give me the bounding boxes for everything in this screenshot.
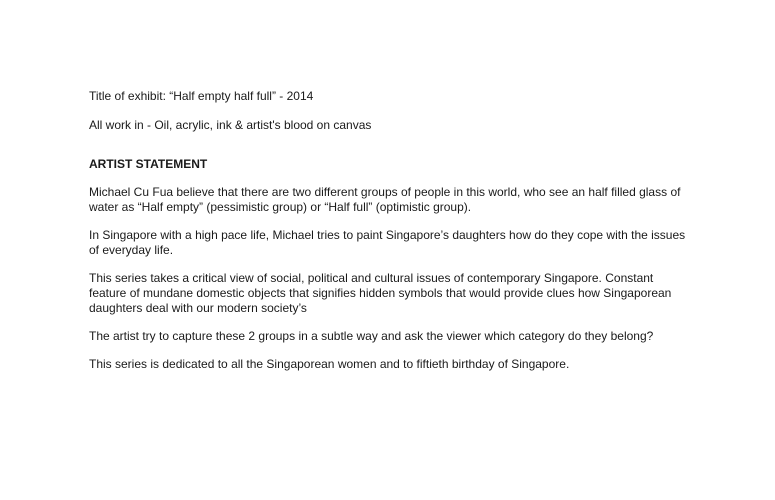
paragraph-line: daughters deal with our modern society’s	[89, 301, 307, 315]
statement-paragraph-3	[89, 271, 699, 316]
artist-statement-heading: ARTIST STATEMENT	[89, 157, 208, 171]
paragraph-line: In Singapore with a high pace life, Michael tries to paint Singapore’s daughters how do they cope with the issues	[89, 228, 686, 242]
paragraph-line: of everyday life.	[89, 243, 174, 257]
document-body	[89, 89, 699, 372]
statement-paragraph-4	[89, 329, 699, 344]
paragraph-line: feature of mundane domestic objects that signifies hidden symbols that would provide clues how Singaporean	[89, 286, 672, 300]
paragraph-line: Michael Cu Fua believe that there are two different groups of people in this world, who see an half filled glass of	[89, 185, 681, 199]
exhibit-title: Title of exhibit: “Half empty half full” - 2014	[89, 89, 314, 103]
paragraph-line: water as “Half empty” (pessimistic group) or “Half full” (optimistic group).	[89, 200, 472, 214]
paragraph-line: This series takes a critical view of social, political and cultural issues of contemporary Singapore. Constant	[89, 271, 654, 285]
statement-paragraph-5	[89, 357, 699, 372]
paragraph-line: The artist try to capture these 2 groups in a subtle way and ask the viewer which category do they belong?	[89, 329, 654, 343]
statement-paragraph-1	[89, 185, 699, 215]
exhibit-medium: All work in - Oil, acrylic, ink & artist's blood on canvas	[89, 118, 372, 132]
paragraph-line: This series is dedicated to all the Singaporean women and to fiftieth birthday of Singapore.	[89, 357, 570, 371]
statement-paragraph-2	[89, 228, 699, 258]
